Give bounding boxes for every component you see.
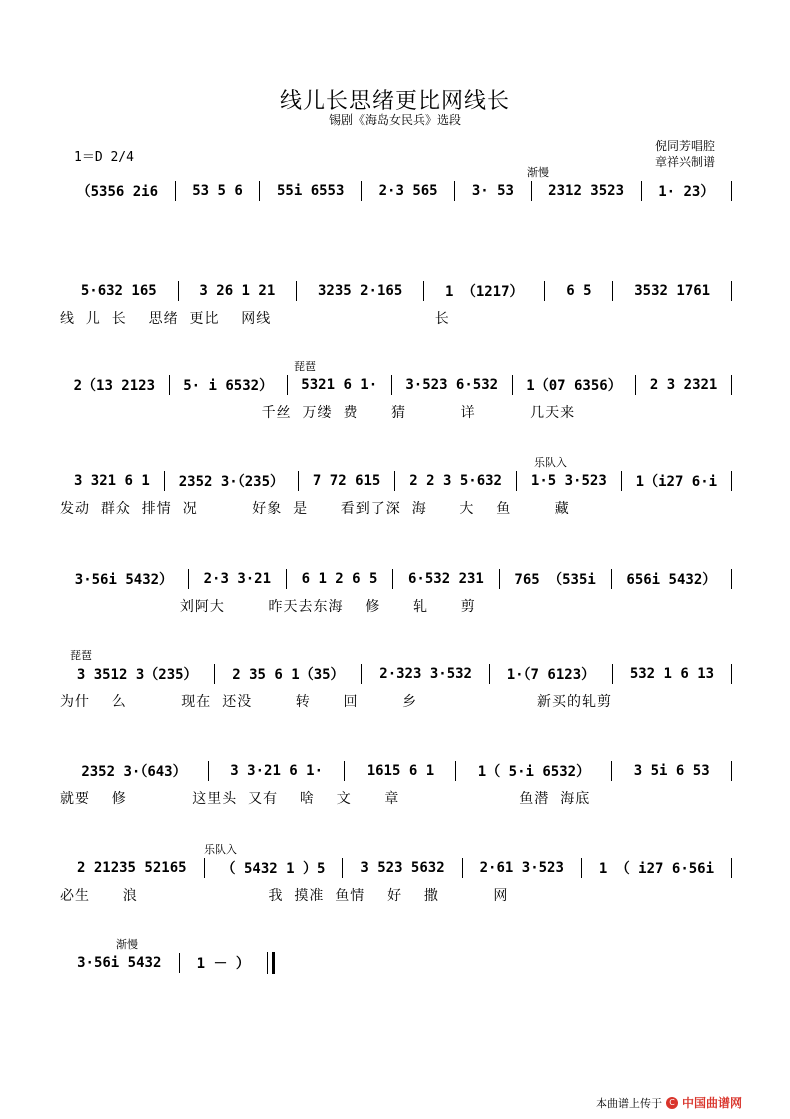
performance-mark: 乐队入 [534,456,567,469]
measure: 1（07 6356） [526,378,622,394]
footer-upload-text: 本曲谱上传于 [596,1096,662,1110]
measure: 2 3 2321 [649,377,718,393]
page-subtitle: 锡剧《海岛女民兵》选段 [328,113,461,127]
score-system [60,651,732,711]
footer [596,1094,742,1111]
measure: 6 1 2 6 5 [301,571,378,587]
measure: （ 5432 1 ）5 [221,861,326,877]
performance-mark: 乐队入 [204,843,237,856]
measure: 3 26 1 21 [199,283,276,299]
notation-line [60,280,732,302]
barline [731,375,732,395]
measure: 3·56i 5432 [77,955,162,971]
measure: 2·3 3·21 [203,571,272,587]
performance-mark: 渐慢 [527,166,549,179]
lyrics-line: 发动 群众 排情 况 好象 是 看到了深 海 大 鱼 藏 [60,501,570,517]
measure: 2·3 565 [378,183,438,199]
score-system [60,458,732,518]
score-system [60,845,732,905]
measure: 1615 6 1 [366,763,435,779]
measure: 2352 3·（643） [81,764,187,780]
notation-line [60,857,732,879]
score-system [60,556,732,616]
measure: 656i 5432） [626,572,717,588]
barline [731,664,732,684]
measure: 1 （ i27 6·56i [598,861,715,877]
measure: 6 5 [566,283,592,299]
barline [731,281,732,301]
key-signature: 1＝D 2/4 [74,150,134,165]
measure: 2 35 6 1（35） [232,667,345,683]
lyrics-line: 刘阿大 昨天去东海 修 轧 剪 [60,599,476,615]
barline [731,181,732,201]
measure: 3·523 6·532 [405,377,499,393]
notation-line [60,760,732,782]
lyrics-line: 线 儿 长 思绪 更比 网线 长 [60,311,450,327]
measure: 1（i27 6·i [635,474,718,490]
measure: 1· 23） [658,184,715,200]
page-title: 线儿长思绪更比网线长 [279,89,510,114]
notation-line [60,374,732,396]
lyrics-line: 为什 么 现在 还没 转 回 乡 新买的轧剪 [60,694,613,710]
measure: 5· i 6532） [183,378,274,394]
measure: 2（13 2123 [73,378,156,394]
measure: 765 （535i [514,572,596,588]
measure: 3 523 5632 [360,860,445,876]
barline [731,761,732,781]
lyrics-line: 就要 修 这里头 又有 啥 文 章 鱼潜 海底 [60,791,591,807]
measure: 1 － ） [196,956,250,972]
measure: 3 3512 3（235） [76,667,198,683]
notation-line [60,568,732,590]
notation-line [60,952,275,974]
score-system [60,362,732,422]
lyrics-line: 千丝 万缕 费 猜 详 几天来 [60,405,576,421]
measure: 5·632 165 [80,283,157,299]
notation-line [60,663,732,685]
final-barline [267,952,275,974]
barline [731,858,732,878]
measure: 6·532 231 [408,571,484,587]
measure: 3 5i 6 53 [633,763,710,779]
site-logo-text: 中国曲谱网 [682,1096,743,1110]
notation-line [60,470,732,492]
barline [731,569,732,589]
measure: 3 3·21 6 1· [230,763,324,779]
measure: 2312 3523 [548,183,625,199]
score-system [60,940,732,1000]
performance-mark: 渐慢 [116,938,138,951]
measure: 55i 6553 [276,183,345,199]
measure: 3532 1761 [634,283,711,299]
measure: 53 5 6 [192,183,243,199]
score-system [60,268,732,328]
logo-icon: C [666,1097,678,1109]
score-system [60,168,732,228]
measure: 532 1 6 13 [629,666,715,682]
performance-mark: 琵琶 [70,649,92,662]
measure: 2 2 3 5·632 [409,473,502,489]
measure: （5356 2i6 [76,184,159,200]
measure: 2·61 3·523 [479,860,564,876]
lyrics-line: 必生 浪 我 摸准 鱼情 好 撒 网 [60,888,509,904]
performance-mark: 琵琶 [294,360,316,373]
measure: 1·（7 6123） [506,667,596,683]
measure: 2352 3·（235） [178,474,285,490]
measure: 5321 6 1· [301,377,378,393]
measure: 2·323 3·532 [379,666,472,682]
measure: 1 （1217） [444,284,524,300]
measure: 3 321 6 1 [73,473,150,489]
measure: 1（ 5·i 6532） [477,764,591,780]
barline [731,471,732,491]
measure: 3· 53 [471,183,514,199]
credit-singer: 倪同芳唱腔 [655,139,716,153]
measure: 2 21235 52165 [76,860,187,876]
credit-transcriber: 章祥兴制谱 [655,155,716,169]
measure: 3235 2·165 [317,283,403,299]
measure: 7 72 615 [312,473,381,489]
score-system [60,748,732,808]
measure: 3·56i 5432） [74,572,174,588]
notation-line [60,180,732,202]
measure: 1·5 3·523 [530,473,607,489]
